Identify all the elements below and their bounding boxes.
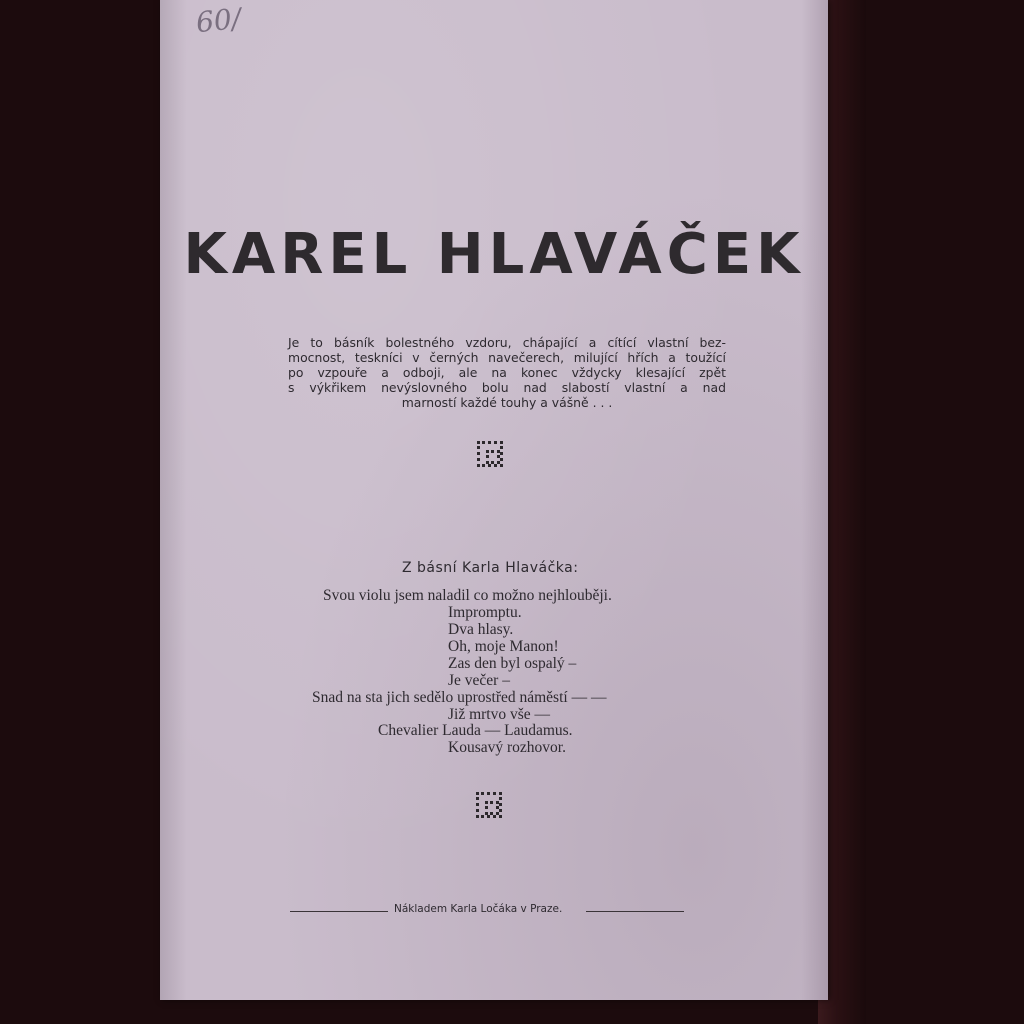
cover-page (160, 0, 828, 1000)
poem-title: Svou violu jsem naladil co možno nejhlouběji. (323, 587, 612, 604)
intro-line: mocnost, teskníci v černých navečerech, milující hřích a toužící (288, 350, 726, 365)
publisher-imprint: Nákladem Karla Ločáka v Praze. (394, 903, 563, 915)
footer-rule-right (586, 911, 684, 912)
poem-title: Kousavý rozhovor. (448, 739, 566, 756)
poem-title: Je večer – (448, 672, 510, 689)
poems-heading: Z básní Karla Hlaváčka: (402, 560, 579, 576)
poem-title: Zas den byl ospalý – (448, 655, 577, 672)
poem-title: Impromptu. (448, 604, 522, 621)
poem-title: Chevalier Lauda — Laudamus. (378, 722, 573, 739)
dotted-square-ornament (477, 441, 503, 467)
poem-title: Oh, moje Manon! (448, 638, 559, 655)
poem-title: Již mrtvo vše — (448, 706, 551, 723)
cover-title: KAREL HLAVÁČEK (183, 222, 805, 287)
intro-line: Je to básník bolestného vzdoru, chápající a cítící vlastní bez- (288, 335, 726, 350)
intro-line: marností každé touhy a vášně . . . (401, 395, 613, 410)
dotted-square-ornament (476, 792, 502, 818)
intro-line: s výkřikem nevýslovného bolu nad slabostí vlastní a nad (288, 380, 726, 395)
intro-paragraph (288, 335, 726, 410)
footer-rule-left (290, 911, 388, 912)
poem-title: Snad na sta jich sedělo uprostřed náměstí — — (312, 689, 607, 706)
intro-line: po vzpouře a odboji, ale na konec vždycky klesající zpět (288, 365, 726, 380)
poem-title: Dva hlasy. (448, 621, 514, 638)
handwritten-annotation: 60/ (194, 1, 243, 40)
